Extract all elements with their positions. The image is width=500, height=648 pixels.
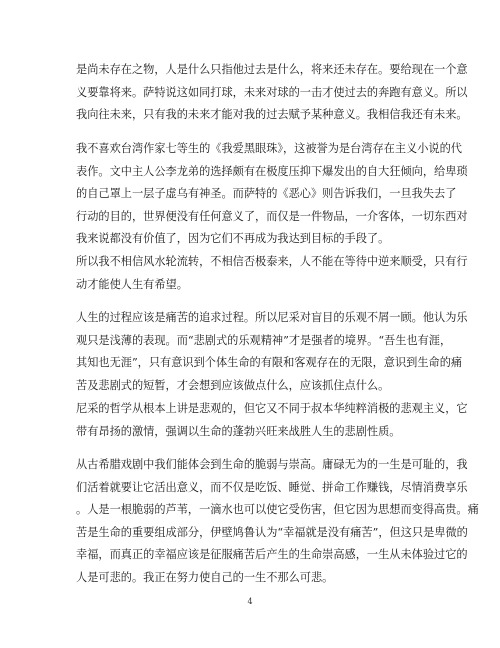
- text-line: 尼采的哲学从根本上讲是悲观的，但它又不同于叔本华纯粹消极的悲观主义，它: [76, 402, 468, 415]
- text-line: 苦及悲剧式的短暂，才会想到应该做点什么，应该抓住点什么。: [76, 378, 390, 392]
- text-line: 幸福，而真正的幸福应该是征服痛苦后产生的生命崇高感，一生从未体验过它的: [76, 548, 468, 561]
- paragraph-4: [76, 307, 468, 397]
- text-line: 动才能使人生有希望。: [76, 277, 188, 291]
- text-line: 们活着就要让它活出意义，而不仅是吃饭、睡觉、拼命工作赚钱，尽情消费享乐: [76, 480, 468, 494]
- text-line: 所以我不相信风水轮流转，不相信否极泰来，人不能在等待中逆来顺受，只有行: [76, 255, 468, 268]
- page-number: 4: [247, 597, 253, 606]
- text-line: 。人是一根脆弱的芦苇，一滴水也可以使它受伤害，但它因为思想而变得高贵。痛: [76, 503, 479, 516]
- text-line: 我向往未来，只有我的未来才能对我的过去赋予某种意义。我相信我还有未来。: [76, 108, 468, 121]
- text-line: 是尚未存在之物，人是什么只指他过去是什么，将来还未存在。要给现在一个意: [76, 63, 468, 76]
- text-line: 人是可悲的。我正在努力使自己的一生不那么可悲。: [76, 570, 334, 584]
- text-line: 我来说都没有价值了，因为它们不再成为我达到目标的手段了。: [76, 232, 390, 245]
- text-line: 人生的过程应该是痛苦的追求过程。所以尼采对盲目的乐观不屑一顾。他认为乐: [76, 311, 468, 324]
- text-line: 行动的目的，世界便没有任何意义了，而仅是一件物品，一介客体，一切东西对: [76, 209, 468, 223]
- text-line: 观只是浅薄的表现。而“悲剧式的乐观精神”才是强者的境界。“吾生也有涯，: [76, 333, 452, 347]
- text-line: 义要靠将来。萨特说这如同打球，未来对球的一击才使过去的奔跑有意义。所以: [76, 85, 468, 99]
- paragraph-2: [76, 138, 468, 251]
- paragraph-1: [76, 59, 468, 127]
- text-line: 其知也无涯”，只有意识到个体生命的有限和客观存在的无限，意识到生命的痛: [76, 356, 463, 369]
- text-line: 我不喜欢台湾作家七等生的《我爱黑眼珠》，这被誉为是台湾存在主义小说的代: [76, 142, 462, 155]
- text-line: 从古希腊戏剧中我们能体会到生命的脆弱与崇高。庸碌无为的一生是可耻的，我: [76, 458, 468, 471]
- text-line: 的自己罩上一层子虚乌有神圣。而萨特的《恶心》则告诉我们，一旦我失去了: [76, 187, 457, 200]
- paragraph-6: [76, 454, 479, 589]
- text-line: 表作。文中主人公李龙弟的选择颇有在极度压抑下爆发出的自大狂倾向，给卑琐: [76, 164, 468, 178]
- text-line: 苦是生命的重要组成部分，伊壁鸠鲁认为“幸福就是没有痛苦”，但这只是卑微的: [76, 525, 468, 539]
- paragraph-3: [76, 251, 468, 296]
- text-line: 带有昂扬的激情，强调以生命的蓬勃兴旺来战胜人生的悲剧性质。: [76, 424, 401, 438]
- paragraph-5: [76, 398, 468, 443]
